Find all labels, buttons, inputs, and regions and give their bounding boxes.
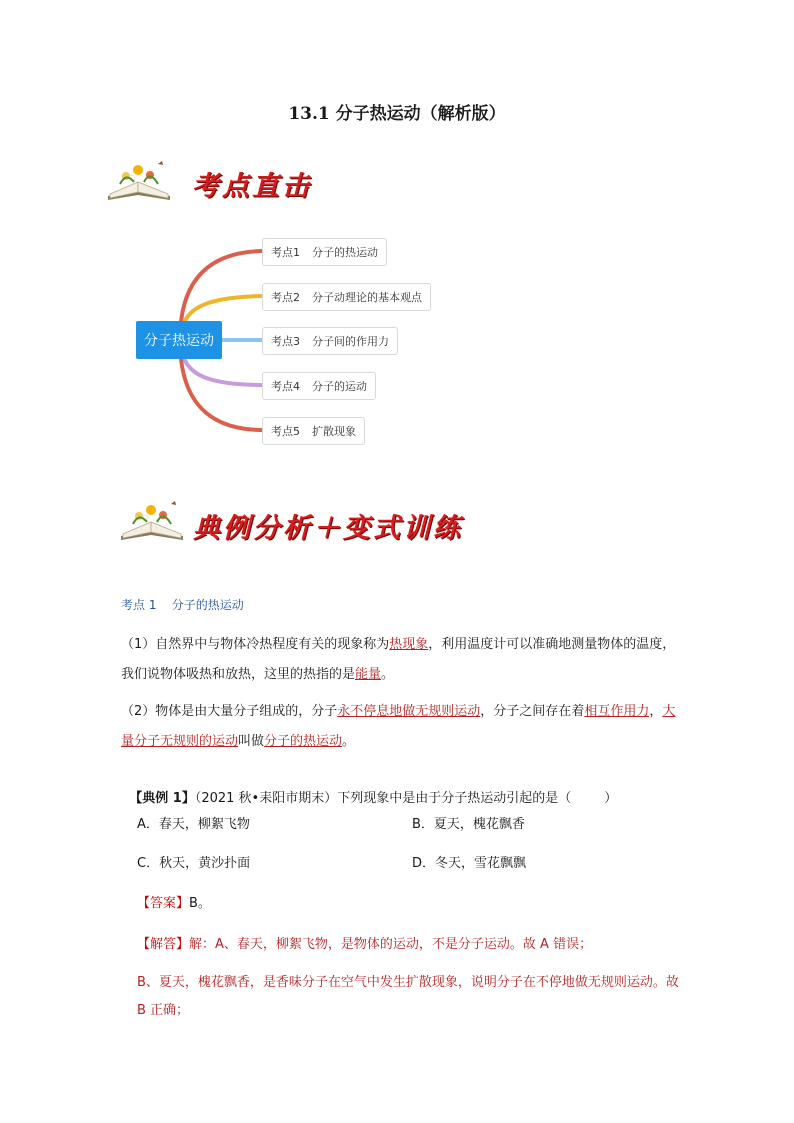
node-tag: 考点5 — [271, 425, 300, 438]
p1-text-c: ，利用温度计可以准确地测量物体的温度，我们说物体吸热和放热，这里的热指的是 — [121, 637, 676, 682]
p1-text-e: 。 — [381, 667, 395, 682]
node-text: 分子的热运动 — [312, 246, 378, 259]
node-text: 分子间的作用力 — [312, 335, 389, 348]
mindmap-node-4 — [262, 372, 376, 400]
p2-text-g: 叫做 — [238, 734, 265, 749]
node-text: 扩散现象 — [312, 425, 356, 438]
p1-keyword-energy: 能量 — [355, 667, 382, 682]
p2-keyword-interaction: 相互作用力 — [584, 704, 650, 719]
mindmap-node-5 — [262, 417, 365, 445]
p2-text-c: ，分子之间存在着 — [480, 704, 585, 719]
p2-text-a: （2）物体是由大量分子组成的，分子 — [121, 704, 338, 719]
paragraph-1 — [121, 630, 681, 690]
example-source: （2021 秋•耒阳市期末） — [194, 791, 338, 806]
option-d: D．冬天，雪花飘飘 — [412, 856, 527, 871]
analysis-tag: 【解答】 — [137, 937, 190, 952]
book-flowers-icon — [104, 158, 174, 204]
node-tag: 考点2 — [271, 291, 300, 304]
banner-dianli — [117, 498, 497, 548]
book-flowers-icon — [117, 498, 187, 544]
p1-text-a: （1）自然界中与物体冷热程度有关的现象称为 — [121, 637, 390, 652]
banner-dianli-title: 典例分析＋变式训练 — [193, 513, 463, 544]
document-title: 13.1 分子热运动（解析版） — [288, 104, 506, 124]
answer-tag: 【答案】 — [137, 896, 190, 911]
p2-keyword-thermal-motion: 分子的热运动 — [264, 734, 343, 749]
option-a: A．春天，柳絮飞物 — [137, 817, 250, 832]
example-question-text: 下列现象中是由于分子热运动引起的是（ ） — [337, 791, 618, 806]
node-tag: 考点4 — [271, 380, 300, 393]
mindmap-node-2 — [262, 283, 431, 311]
p2-keyword-motion: 永不停息地做无规则运动 — [337, 704, 481, 719]
example-question — [121, 772, 617, 806]
p2-text-e: ， — [649, 704, 663, 719]
option-c: C．秋天，黄沙扑面 — [137, 856, 251, 871]
p1-keyword-heat-phenomenon: 热现象 — [389, 637, 429, 652]
mindmap-node-1 — [262, 238, 387, 266]
node-tag: 考点3 — [271, 335, 300, 348]
option-b: B．夏天，槐花飘香 — [412, 817, 525, 832]
section-heading: 考点 1 分子的热运动 — [121, 598, 244, 612]
mindmap-node-3 — [262, 327, 398, 355]
analysis-line-1 — [137, 933, 592, 952]
p2-keyword-random-motion: 大量分子无规则的运动 — [121, 704, 676, 749]
banner-kaodian — [104, 158, 364, 208]
answer-line — [137, 892, 211, 911]
node-text: 分子的运动 — [312, 380, 367, 393]
analysis-text-1: 解：A、春天，柳絮飞物，是物体的运动，不是分子运动。故 A 错误； — [189, 937, 593, 952]
banner-kaodian-title: 考点直击 — [192, 171, 312, 202]
node-tag: 考点1 — [271, 246, 300, 259]
paragraph-2 — [121, 697, 681, 757]
node-text: 分子动理论的基本观点 — [312, 291, 422, 304]
example-tag: 【典例 1】 — [129, 791, 195, 806]
mindmap-center: 分子热运动 — [136, 321, 222, 359]
answer-value: B。 — [189, 896, 211, 911]
analysis-line-2: B、夏天，槐花飘香，是香味分子在空气中发生扩散现象，说明分子在不停地做无规则运动。故 B 正确； — [137, 975, 679, 1018]
p2-text-i: 。 — [342, 734, 356, 749]
